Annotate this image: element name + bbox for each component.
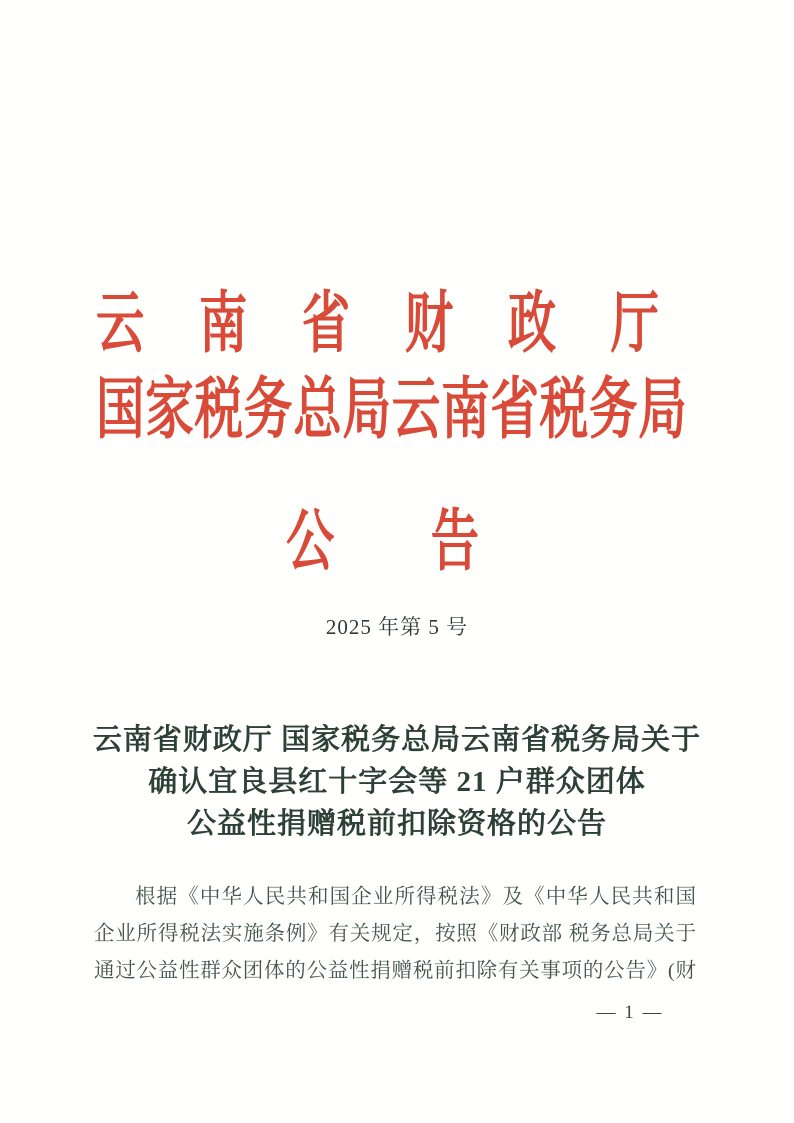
body-paragraph-line-3: 通过公益性群众团体的公益性捐赠税前扣除有关事项的公告》(财 (94, 960, 696, 982)
notice-type-heading: 公 告 (286, 505, 479, 579)
document-title (0, 719, 794, 845)
body-paragraph-line-2: 企业所得税法实施条例》有关规定，按照《财政部 税务总局关于 (94, 923, 696, 945)
agency-title-line-1: 云南省财政厅 (96, 287, 714, 361)
document-title-line-3: 公益性捐赠税前扣除资格的公告 (186, 808, 607, 840)
body-paragraph-line-1: 根据《中华人民共和国企业所得税法》及《中华人民共和国 (135, 886, 696, 908)
issue-number: 2025 年第 5 号 (325, 615, 469, 639)
agency-title-line-2: 国家税务总局云南省税务局 (96, 373, 688, 447)
body-paragraph (94, 879, 696, 990)
page-number: — 1 — (596, 1002, 664, 1023)
document-title-line-2: 确认宜良县红十字会等 21 户群众团体 (148, 766, 646, 798)
document-title-line-1: 云南省财政厅 国家税务总局云南省税务局关于 (92, 724, 702, 756)
